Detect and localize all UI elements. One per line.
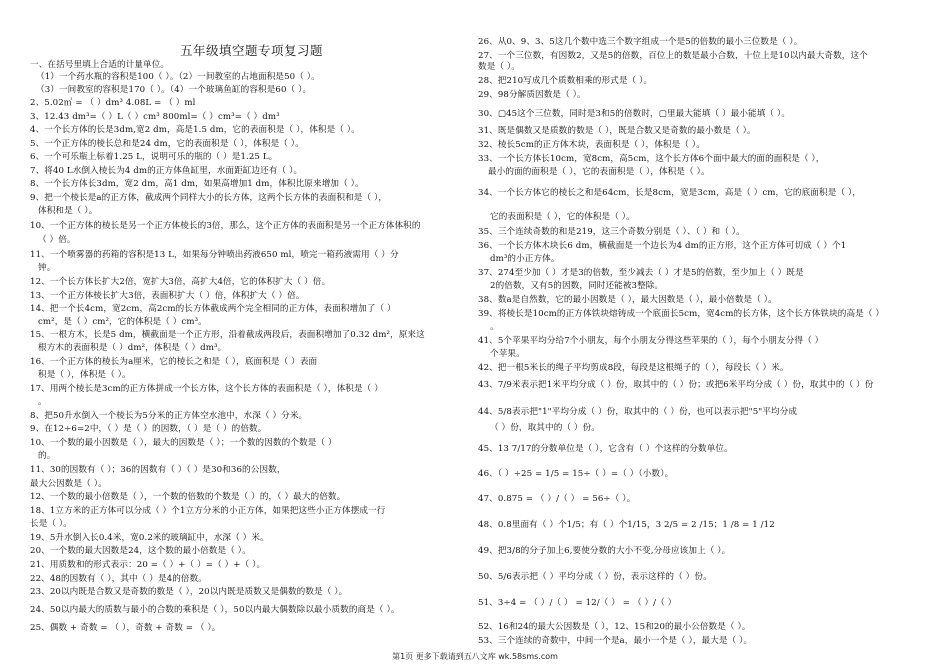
question-line: 51、3÷4 = （ ）/（ ） = 12/（ ） = （ ）/（ ）: [478, 598, 677, 608]
question-line: 23、20以内既是合数又是奇数的数是（ ），20以内既是质数又是偶数的数是（ ）。: [30, 587, 348, 597]
question-line: 16、一个正方体的棱长为a厘米，它的棱长之和是（ ），底面积是（ ）表面: [30, 357, 318, 367]
question-line: （ ）份，取其中的（ ）份。: [490, 423, 600, 433]
question-line: 31、既是偶数又是质数的数是（ ），既是合数又是奇数的最小数是（ ）。: [478, 126, 756, 136]
question-line: 21、用质数和的形式表示：20 =（ ）+（ ）=（ ）+（ ）。: [30, 560, 266, 570]
question-line: 43、7/9米表示把1米平均分成（ ）份，取其中的（ ）份；或把6米平均分成（ ）份，取其中的（ ）份: [478, 380, 874, 390]
question-line: 14、把一个长4cm，宽2cm，高2cm的长方体截成两个完全相同的正方体，表面积增加了（ ）: [30, 304, 396, 314]
question-line: 最大公因数是（ ）。: [30, 479, 107, 489]
question-line: 的。: [38, 451, 56, 461]
question-line: 38、数a是自然数，它的最小因数是（ ），最大因数是（ ），最小倍数是（ ）。: [478, 295, 777, 305]
question-line: 34、一个长方体它的棱长之和是64cm，长是8cm，宽是3cm，高是（ ）cm，它的底面积是（ ），: [478, 188, 862, 198]
question-line: 11、一个喷雾器的药箱的容积是13 L，如果每分钟喷出药液650 ml，喷完一箱药液需用（ ）分: [30, 250, 399, 260]
question-line: 10、一个数的最小因数是（ ），最大的因数是（ ）；一个数的因数的个数是（ ）: [30, 438, 337, 448]
question-line: 10、一个正方体的棱长是另一个正方体棱长的3倍，那么，这个正方体的表面积是另一个正方体体积的: [30, 221, 421, 231]
question-line: 最小的面的面积是（ ），它的表面积是（ ），体积是（ ）。: [488, 167, 710, 177]
question-line: 24、50以内最大的质数与最小的合数的乘积是（ ），50以内最大偶数除以最小质数的商是（ ）。: [30, 605, 400, 615]
question-line: 2、5.02㎥ = （ ）dm³ 4.08L = （ ）ml: [30, 98, 196, 108]
question-line: 25、偶数 + 奇数 = （ ），奇数 + 奇数 = （ ）。: [30, 623, 221, 633]
question-line: 53、三个连续的奇数中，中间一个是a，最小一个是（ ），最大是（ ）。: [478, 636, 753, 646]
question-line: 39、将棱长是10cm的正方体铁块熔铸成一个底面长5cm，宽4cm的长方体，这个长方体铁块的高是（ ）: [478, 309, 885, 319]
question-line: 12、一个数的最小倍数是（ ），一个数的倍数的个数是（ ）的，（ ）最大的倍数。: [30, 492, 346, 502]
question-line: 45、13 7/17的分数单位是（ ），它含有（ ）个这样的分数单位。: [478, 444, 733, 454]
question-line: 积是（ ），体积是（ ）。: [38, 370, 131, 380]
question-line: 9、把一个棱长是a的正方体，截成两个同样大小的长方体，这两个长方体的表面积和是（ ），: [30, 193, 388, 203]
question-line: 41、5个苹果平均分给7个小朋友，每个小朋友分得这些苹果的（ ），每个小朋友分得（ ）: [478, 336, 824, 346]
question-line: 19、5升水倒入长0.4米，宽0.2米的玻璃缸中，水深（ ）米。: [30, 533, 269, 543]
question-line: 26、从0、9、3、5这几个数中选三个数字组成一个是5的倍数的最小三位数是（ ）。: [478, 37, 803, 47]
question-line: cm²，是（ ）cm²，它的体积是（ ）cm³。: [38, 317, 207, 327]
question-line: 48、0.8里面有（ ）个1/5；有（ ）个1/15，3 2/5 = 2 /15；1 /8 = 1 /12: [478, 520, 775, 530]
question-line: 4、一个长方体的长是3dm,宽2 dm，高是1.5 dm，它的表面积是（ ），体积是（ ）。: [30, 125, 360, 135]
question-line: 数是（ ）。: [478, 62, 521, 72]
question-line: 13、一个正方体棱长扩大3倍，表面积扩大（ ）倍，体积扩大（ ）倍。: [30, 291, 305, 301]
question-line: 6、一个可乐瓶上标着1.25 L，说明可乐的瓶的（ ）是1.25 L。: [30, 152, 278, 162]
question-line: 15、一根方木，长是5 dm，横截面是一个正方形，沿着截成两段后，表面积增加了0.32 dm²，原来这: [30, 330, 425, 340]
question-line: 一、在括号里填上合适的计量单位。: [30, 60, 170, 70]
question-line: 9、在12÷6=2中，（ ）是（ ）的因数，（ ）是（ ）的倍数。: [30, 424, 267, 434]
question-line: 49、把3/8的分子加上6,要使分数的大小不变,分母应该加上（ ）。: [478, 546, 731, 556]
question-line: 12、一个长方体长扩大2倍，宽扩大3倍，高扩大4倍，它的体积扩大（ ）倍。: [30, 277, 331, 287]
question-line: 11、30的因数有（ ）；36的因数有（ ）（ ）是30和36的公因数，: [30, 465, 286, 475]
question-line: 根方木的表面积是（ ）dm²，体积是（ ）dm³。: [38, 343, 227, 353]
question-line: 钟。: [38, 263, 56, 273]
question-line: （3）一间教室的容积是170（ ）。（4）一个玻璃鱼缸的容积是60（ ）。: [36, 85, 312, 95]
page-title: 五年级填空题专项复习题: [180, 43, 324, 58]
question-line: 50、5/6表示把（ ）平均分成（ ）份，表示这样的（ ）份。: [478, 572, 712, 582]
question-line: 体积和是（ ）。: [38, 206, 98, 216]
question-line: 18、1立方米的正方体可以分成（ ）个1立方分米的小正方体，如果把这些小正方体摆成一行: [30, 506, 386, 516]
question-line: 8、把50升水倒入一个棱长为5分米的正方体空水池中，水深（ ）分米。: [30, 411, 308, 421]
question-line: 33、一个长方体长10cm，宽8cm，高5cm，这个长方体6个面中最大的面的面积是（ ），: [478, 154, 825, 164]
question-line: 42、把一根5米长的绳子平均剪成8段，每段是这根绳子的（ ），每段长（ ）米。: [478, 363, 789, 373]
question-line: 7、将40 L水倒入棱长为4 dm的正方体鱼缸里，水面距缸边还有（ ）。: [30, 166, 303, 176]
question-line: 27、一个三位数，有因数2，又是5的倍数，百位上的数是最小合数，十位上是10以内最大奇数，这个: [478, 51, 868, 61]
question-line: 52、16和24的最大公因数是（ ），12、15和20的最小公倍数是（ ）。: [478, 622, 751, 632]
question-line: （ ）倍。: [38, 235, 76, 245]
question-line: 28、把210写成几个质数相乘的形式是（ ）。: [478, 76, 653, 86]
question-line: 29、98分解质因数是（ ）。: [478, 90, 586, 100]
question-line: 35、三个连续奇数的和是219，这三个奇数分别是（ ）、（ ）和（ ）。: [478, 227, 745, 237]
question-line: 17、用两个棱长是3cm的正方体拼成一个长方体，这个长方体的表面积是（ ），体积是（ ）: [30, 384, 383, 394]
question-line: 5、一个正方体的棱长总和是24 dm，它的表面积是（ ），体积是（ ）。: [30, 139, 304, 149]
page-footer: 第1页 更多下载请到五八文库 wk.58sms.com: [392, 652, 558, 661]
question-line: 36、一个长方体木块长6 dm，横截面是一个边长为4 dm的正方形，这个正方体可切成（ ）个1: [478, 241, 847, 251]
question-line: 8、一个长方体长3dm，宽2 dm，高1 dm，如果高增加1 dm，体积比原来增加（ ）。: [30, 179, 364, 189]
question-line: 3、12.43 dm³=（ ）L（ ）cm³ 800ml=（ ）cm³=（ ）dm³: [30, 112, 280, 122]
question-line: 。: [490, 322, 499, 332]
question-line: 44、5/8表示把"1"平均分成（ ）份，取其中的（ ）份，也可以表示把"5"平均分成: [478, 407, 798, 417]
question-line: 长是（ ）。: [30, 519, 73, 529]
question-line: 22、48的因数有（ ），其中（ ）是4的倍数。: [30, 574, 207, 584]
question-line: 20、一个数的最大因数是24，这个数的最小倍数是（ ）。: [30, 546, 251, 556]
question-line: 2的倍数，又有5的因数，同时还能被3整除。: [490, 281, 664, 291]
question-line: dm³的小正方体。: [490, 254, 560, 264]
question-line: 30、▢45这个三位数，同时是3和5的倍数时，▢里最大能填（ ）最小能填（ ）。: [478, 109, 791, 119]
question-line: 。: [38, 397, 47, 407]
question-line: 47、0.875 = （ ）/（ ） = 56÷（ ）。: [478, 494, 636, 504]
question-line: （1）一个药水瓶的容积是100（ ）。（2）一间教室的占地面积是50（ ）。: [36, 72, 320, 82]
question-line: 37、274至少加（ ）才是3的倍数，至少减去（ ）才是5的倍数，至少加上（ ）既是: [478, 268, 804, 278]
question-line: 个苹果。: [490, 349, 525, 359]
question-line: 46、（ ）÷25 = 1/5 = 15÷（ ）=（ ）（小数）。: [478, 469, 674, 479]
question-line: 32、棱长5cm的正方体木块，表面积是（ ），体积是（ ）。: [478, 140, 705, 150]
question-line: 它的表面积是（ ），它的体积是（ ）。: [490, 212, 635, 222]
